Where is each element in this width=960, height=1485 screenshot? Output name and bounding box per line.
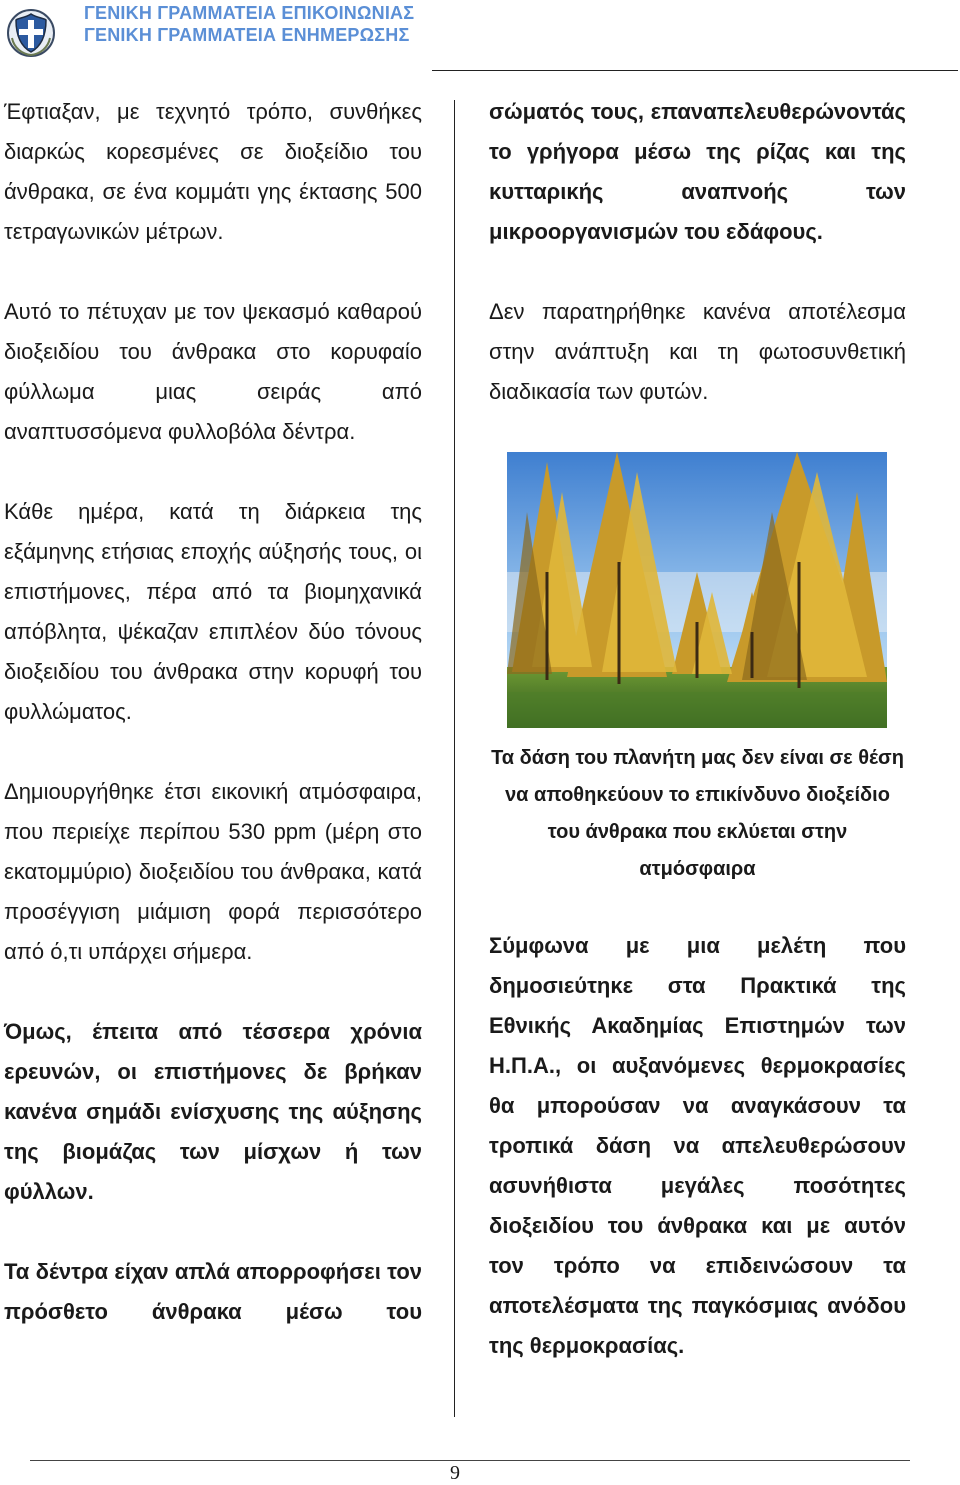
right-column [489, 92, 906, 1406]
paragraph: Δεν παρατηρήθηκε κανένα αποτέλεσμα στην ανάπτυξη και τη φωτοσυνθετική διαδικασία των φυτών. [489, 299, 906, 404]
footer-divider [30, 1460, 910, 1461]
paragraph: Αυτό το πέτυχαν με τον ψεκασμό καθαρού διοξειδίου του άνθρακα στο κορυφαίο φύλλωμα μιας σειράς από αναπτυσσόμενα φυλλοβόλα δέντρα. [4, 299, 422, 444]
column-divider [454, 100, 455, 1417]
page-header [0, 0, 960, 72]
paragraph: Δημιουργήθηκε έτσι εικονική ατμόσφαιρα, που περιείχε περίπου 530 ppm (μέρη στο εκατομμύριο) διοξειδίου του άνθρακα, κατά προσέγγιση μιάμιση φορά περισσότερο από ό,τι υπάρχει σήμερα. [4, 779, 422, 964]
page-number: 9 [450, 1462, 460, 1484]
forest-photo [507, 452, 887, 728]
bold-paragraph: Σύμφωνα με μια μελέτη που δημοσιεύτηκε στα Πρακτικά της Εθνικής Ακαδημίας Επιστημών των Η.Π.Α., οι αυξανόμενες θερμοκρασίες θα μπορούσαν να αναγκάσουν τα τροπικά δάση να απελευθερώσουν ασυνήθιστα μεγάλες ποσότητες διοξειδίου του άνθρακα και με αυτόν τον τρόπο να επιδεινώσουν τα αποτελέσματα της παγκόσμιας ανόδου της θερμοκρασίας. [489, 933, 906, 1358]
bold-paragraph: Όμως, έπειτα από τέσσερα χρόνια ερευνών, οι επιστήμονες δε βρήκαν κανένα σημάδι ενίσχυσης της αύξησης της βιομάζας των μίσχων ή των φύλλων. [4, 1019, 422, 1204]
bold-paragraph-continuation: σώματός τους, επαναπελευθερώνοντάς το γρήγορα μέσω της ρίζας και της κυτταρικής αναπνοής των μικροοργανισμών του εδάφους. [489, 99, 906, 244]
header-title-communication: ΓΕΝΙΚΗ ΓΡΑΜΜΑΤΕΙΑ ΕΠΙΚΟΙΝΩΝΙΑΣ [84, 3, 415, 23]
header-title-information: ΓΕΝΙΚΗ ΓΡΑΜΜΑΤΕΙΑ ΕΝΗΜΕΡΩΣΗΣ [84, 25, 410, 45]
greek-coat-of-arms-icon [6, 8, 56, 58]
header-divider [432, 70, 958, 71]
left-column [4, 92, 422, 1372]
photo-caption: Τα δάση του πλανήτη μας δεν είναι σε θέση να αποθηκεύουν το επικίνδυνο διοξείδιο του άνθρακα που εκλύεται στην ατμόσφαιρα [491, 747, 904, 880]
paragraph: Κάθε ημέρα, κατά τη διάρκεια της εξάμηνης ετήσιας εποχής αύξησής τους, οι επιστήμονες, πέρα από τα βιομηχανικά απόβλητα, ψέκαζαν επιπλέον δύο τόνους διοξειδίου του άνθρακα στην κορυφή του φυλλώματος. [4, 499, 422, 724]
forest-photo-image [507, 452, 887, 728]
paragraph: Έφτιαξαν, με τεχνητό τρόπο, συνθήκες διαρκώς κορεσμένες σε διοξείδιο του άνθρακα, σε ένα κομμάτι γης έκτασης 500 τετραγωνικών μέτρων. [4, 99, 422, 244]
bold-paragraph-continued: Τα δέντρα είχαν απλά απορροφήσει τον πρόσθετο άνθρακα μέσω του [4, 1259, 422, 1324]
